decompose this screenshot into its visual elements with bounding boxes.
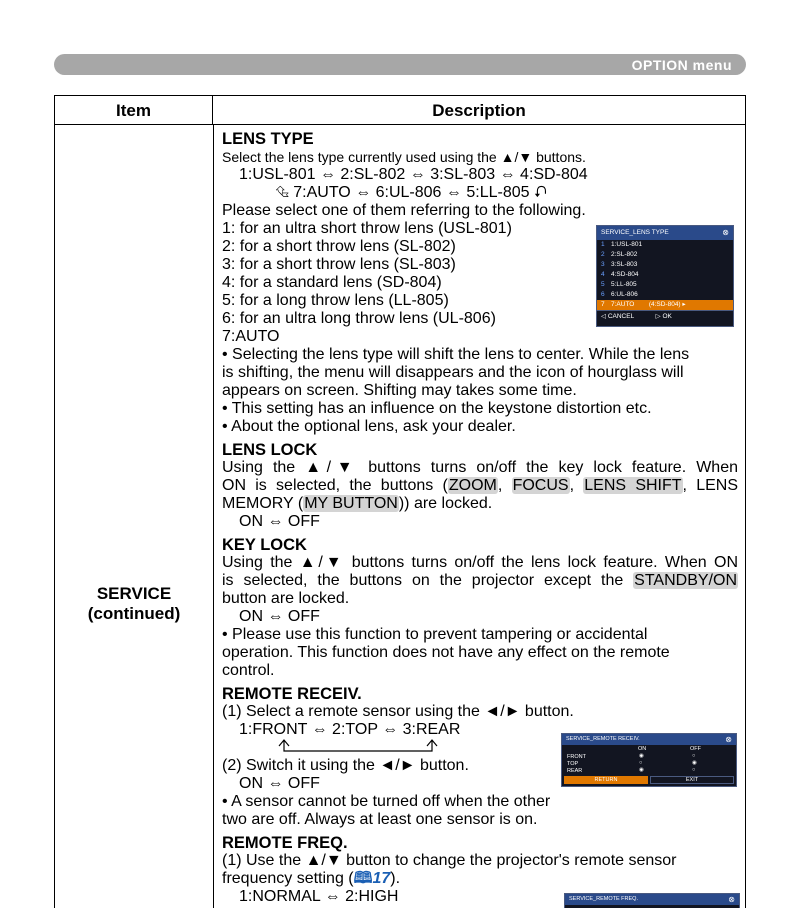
lens-note1-c: appears on screen. Shifting may takes some time. [222,382,577,399]
remote-receiv-note-a: • A sensor cannot be turned off when the other [222,793,551,810]
remote-freq-cycle: 1:NORMAL ⇔ 2:HIGH [239,888,399,905]
lens-option-4: 4: for a standard lens (SD-804) [222,274,442,291]
lens-type-cycle2: ⮴ 7:AUTO ⇔ 6:UL-806 ⇔ 5:LL-805 ⮏ [276,184,547,201]
osd-return-button: RETURN [564,776,648,784]
lens-option-5: 5: for a long throw lens (LL-805) [222,292,449,309]
lens-option-3: 3: for a short throw lens (SL-803) [222,256,456,273]
lens-lock-line2: ON is selected, the buttons (ZOOM, FOCUS, LENS SHIFT, LENS [222,477,739,494]
close-icon: ⊗ [728,895,735,904]
remote-receiv-step2: (2) Switch it using the ◄/► button. [222,757,469,774]
key-lock-title: KEY LOCK [222,536,307,554]
remote-receiv-step1: (1) Select a remote sensor using the ◄/► button. [222,703,574,720]
col-header-description: Description [213,96,745,125]
key-lock-toggle: ON ⇔ OFF [239,608,320,625]
key-lock-line3: button are locked. [222,590,350,607]
osd-lens-row: 6 6:UL-806 [601,291,638,298]
lens-type-osd-screenshot [596,225,734,327]
remote-receiv-toggle: ON ⇔ OFF [239,775,320,792]
osd-lens-row: 4 4:SD-804 [601,271,639,278]
osd-exit-button: EXIT [650,776,734,784]
item-service-name: SERVICE [96,584,172,603]
osd-lens-row: 2 2:SL-802 [601,251,638,258]
column-divider [213,125,214,908]
lens-note3: • About the optional lens, ask your dealer. [222,418,516,435]
lens-type-cycle1: 1:USL-801 ⇔ 2:SL-802 ⇔ 3:SL-803 ⇔ 4:SD-804 [239,166,588,183]
loop-arrow-icon [222,739,442,757]
osd-lens-row: 3 3:SL-803 [601,261,638,268]
osd-lens-row: 1 1:USL-801 [601,241,643,248]
lens-lock-title: LENS LOCK [222,441,318,459]
key-lock-note-c: control. [222,662,275,679]
osd-lens-row: 5 5:LL-805 [601,281,637,288]
osd-lens-row-selected: 7 7:AUTO (4:SD-804) ▸ [597,300,733,310]
lens-type-intro: Select the lens type currently used using the ▲/▼ buttons. [222,149,586,165]
key-lock-note-a: • Please use this function to prevent tampering or accidental [222,626,648,643]
remote-freq-step1: (1) Use the ▲/▼ button to change the projector's remote sensor [222,852,677,869]
col-header-item: Item [55,96,213,125]
lens-type-prompt: Please select one of them referring to the following. [222,202,586,219]
lens-note1-b: is shifting, the menu will disappears and the icon of hourglass will [222,364,684,381]
close-icon: ⊗ [725,735,732,744]
osd-lens-title: SERVICE_LENS TYPE [601,229,669,236]
remote-freq-title: REMOTE FREQ. [222,834,348,852]
page-ref: 17 [372,870,391,887]
lens-note1-a: • Selecting the lens type will shift the lens to center. While the lens [222,346,690,363]
osd-remote-title: SERVICE_REMOTE RECEIV. [566,736,640,742]
lens-option-2: 2: for a short throw lens (SL-802) [222,238,456,255]
lens-lock-toggle: ON ⇔ OFF [239,513,320,530]
my-button-label: MY BUTTON [304,495,398,512]
key-lock-line2: is selected, the buttons on the projector except the STANDBY/ON [222,572,737,589]
lens-option-7: 7:AUTO [222,328,280,345]
lens-type-title: LENS TYPE [222,130,314,148]
option-menu-banner [54,54,746,75]
osd-freq-title: SERVICE_REMOTE FREQ. [569,896,638,902]
lens-note2: • This setting has an influence on the keystone distortion etc. [222,400,652,417]
remote-freq-osd-screenshot [564,893,740,908]
remote-receiv-cycle: 1:FRONT ⇔ 2:TOP ⇔ 3:REAR [239,721,461,738]
lens-option-1: 1: for an ultra short throw lens (USL-801) [222,220,512,237]
lens-shift-button-label: LENS SHIFT [584,477,682,494]
close-icon: ⊗ [722,228,729,237]
zoom-button-label: ZOOM [448,477,497,494]
remote-receiv-title: REMOTE RECEIV. [222,685,362,703]
remote-receiv-osd-screenshot: SERVICE_REMOTE RECEIV. ⊗ ON OFF FRONT TOP REAR ◉ ○ ○ ◉ ◉ ○ RETURN EXIT [561,733,737,787]
focus-button-label: FOCUS [512,477,569,494]
lens-lock-line1: Using the ▲/▼ buttons turns on/off the key lock feature. When [222,459,738,476]
option-menu-title: OPTION menu [631,57,732,73]
item-service-continued: (continued) [87,604,181,623]
osd-lens-footer: ◁ CANCEL ▷ OK [597,310,733,321]
book-icon: 🕮 [353,870,373,887]
key-lock-note-b: operation. This function does not have any effect on the remote [222,644,670,661]
lens-option-6: 6: for an ultra long throw lens (UL-806) [222,310,496,327]
standby-button-label: STANDBY/ON [634,572,737,589]
lens-lock-line3: MEMORY (MY BUTTON)) are locked. [222,495,493,512]
item-service [55,584,213,624]
key-lock-line1: Using the ▲/▼ buttons turns on/off the lens lock feature. When ON [222,554,738,571]
remote-freq-step1b: frequency setting (🕮17). [222,870,401,887]
remote-receiv-note-b: two are off. Always at least one sensor is on. [222,811,538,828]
